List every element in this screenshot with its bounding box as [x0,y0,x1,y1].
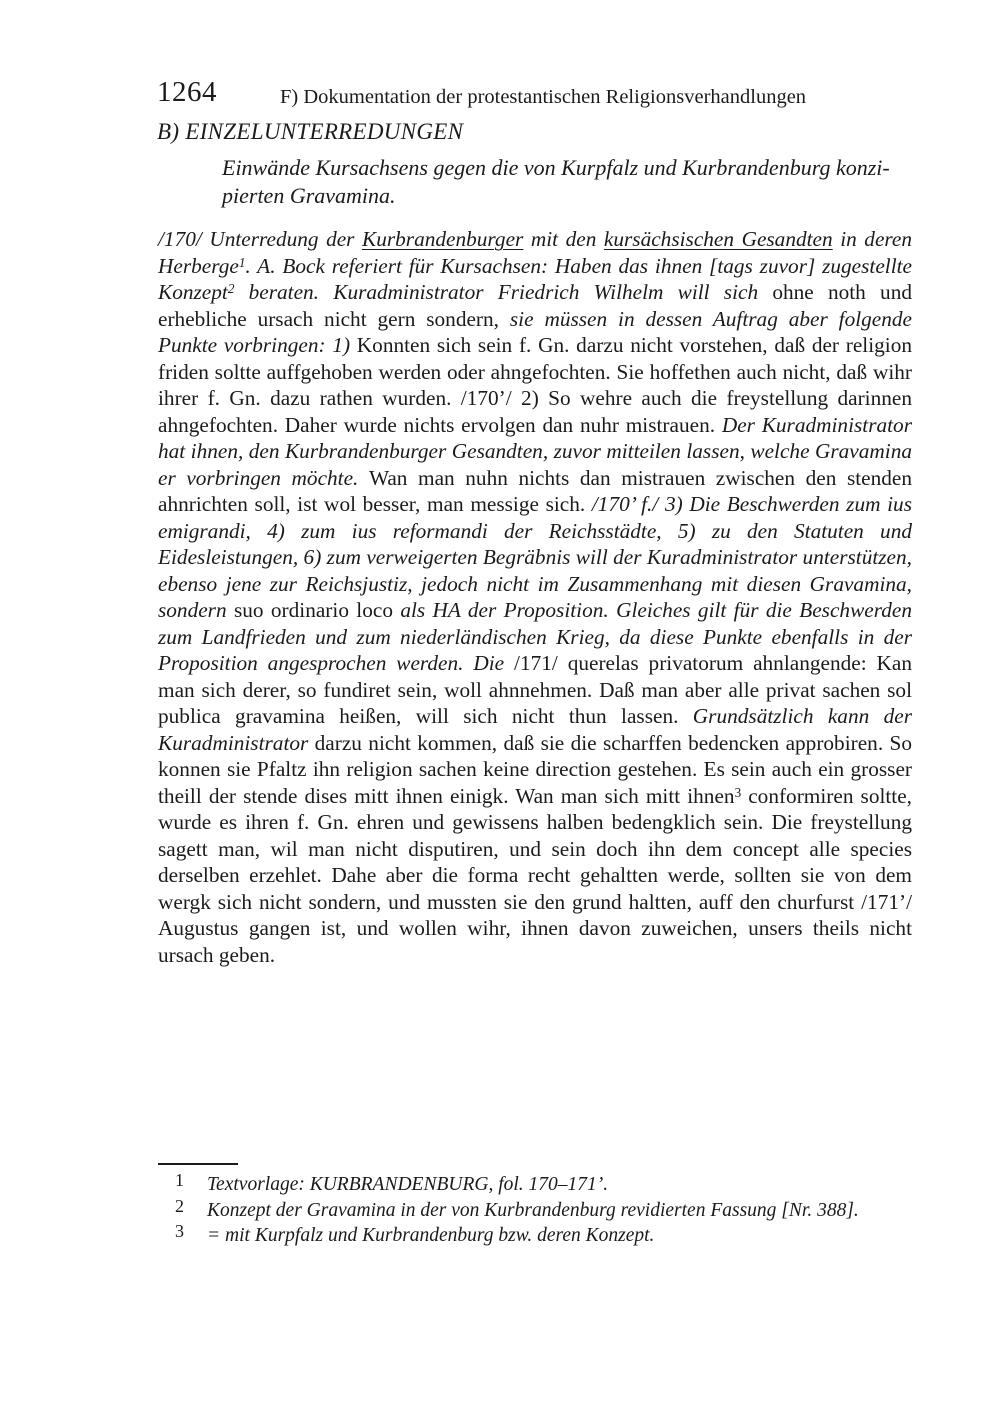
footnote-separator [158,1163,238,1165]
section-heading: B) EINZELUNTERREDUNGEN [157,119,464,144]
footnote [158,1172,912,1198]
running-header: F) Dokumentation der protestantischen Religionsverhandlungen [280,86,807,108]
footnote-marker: 3 [175,1221,184,1241]
footnote-marker: 2 [175,1195,184,1216]
footnote [158,1195,912,1224]
subtitle [222,154,922,209]
footnote-text: = mit Kurpfalz und Kurbrandenburg bzw. deren Konzept. [207,1225,655,1246]
text-run: sie müssen in dessen Auftrag aber folgende Punkte vorbringen: 1) [158,306,912,357]
text-run: Grundsätzlich kann der Kuradministrator [158,704,912,755]
text-run: als HA der Proposition. Gleiches gilt für die Beschwerden zum Landfrieden und zum niederländischen Krieg, da diese Punkte ebenfalls in der Proposition angesprochen werden. Die [158,598,912,675]
text-run: Konnten sich sein f. Gn. darzu nicht vorstehen, daß der religion friden soltte auffgehoben werden oder ahngefochten. Sie hoffethen auch nicht, daß wihr ihrer f. Gn. dazu rathen wurden. /170’/ 2) So wehre auch die freystellung darinnen ahngefochten. Daher wurde nichts ervolgen dan nuhr mistrauen. [158,333,912,437]
text-run: beraten. Kuradministrator Friedrich Wilhelm will sich [234,280,773,304]
footnote-text: Konzept der Gravamina in der von Kurbrandenburg revidierten Fassung [Nr. 388]. [207,1199,859,1221]
text-run: in deren Herberge [158,227,912,278]
text-run: conformiren soltte, wurde es ihren f. Gn. ehren und gewissens halben bedengklich sein. Die freystellung sagett man, wil man nicht disputiren, und sein doch ihn dem concept alle species derselben erzehlet. Dahe aber die forma recht gehaltten werde, sollten sie von dem wergk sich nicht sondern, und mussten sie den grund haltten, auff den churfurst /171’/ Augustus gangen ist, und wollen wihr, ihnen davon zuweichen, unsers theils nicht ursach geben. [158,783,913,967]
subtitle-line: pierten Gravamina. [222,182,396,208]
footnote [158,1223,912,1249]
underlined-term: kursächsischen Gesandten [603,227,833,251]
underlined-term: Kurbrandenburger [362,227,524,251]
subtitle-line: Einwände Kursachsens gegen die von Kurpfalz und Kurbrandenburg konzi- [222,155,890,180]
text-run: darzu nicht kommen, daß sie die scharffen bedencken approbiren. So konnen sie Pfaltz ihn religion sachen keine direction gestehen. Es sein auch ein grosser theill der stende dises mitt ihnen einigk. Wan man sich mitt ihnen [158,730,912,808]
text-run: /171/ querelas privatorum ahnlangende: Kan man sich derer, so fundiret sein, woll ahnnehmen. Daß man aber alle privat sachen sol publica gravamina heißen, will sich nicht thun lassen. [158,651,912,728]
text-run: Der Kuradministrator hat ihnen, den Kurbrandenburger Gesandten, zuvor mitteilen lassen, welche Gravamina er vorbringen möchte. [158,412,912,490]
footnote-ref: 3 [734,784,742,800]
page-number: 1264 [157,76,217,108]
footnote-block [158,1163,912,1249]
text-run: /170’ f./ 3) Die Beschwerden zum ius emigrandi, 4) zum ius reformandi der Reichsstädte, 5) zu den Statuten und Eidesleistungen, 6) zum verweigerten Begräbnis will der Kuradministrator unterstützen, ebenso jene zur Reichsjustiz, jedoch nicht im Zusammenhang mit diesen Gravamina, sondern [158,492,912,622]
text-run: Wan man nuhn nichts dan mistrauen zwischen den stenden ahnrichten soll, ist wol besser, man messige sich. [158,465,912,516]
footnote-list [158,1172,912,1249]
text-run: ohne noth und erhebliche ursach nicht gern sondern, [158,280,912,331]
footnote-text: Textvorlage: KURBRANDENBURG, fol. 170–171’. [207,1174,609,1195]
text-run: suo ordinario loco [233,598,401,622]
body-paragraph [158,226,912,968]
text-run: . A. Bock referiert für Kursachsen: Haben das ihnen [tags zuvor] zugestellte Konzept [158,253,912,304]
footnote-marker: 1 [175,1170,184,1190]
footnote-ref: 2 [227,281,235,297]
text-run: mit den [523,227,604,251]
footnote-ref: 1 [238,254,246,270]
text-run: /170/ Unterredung der [158,227,363,251]
